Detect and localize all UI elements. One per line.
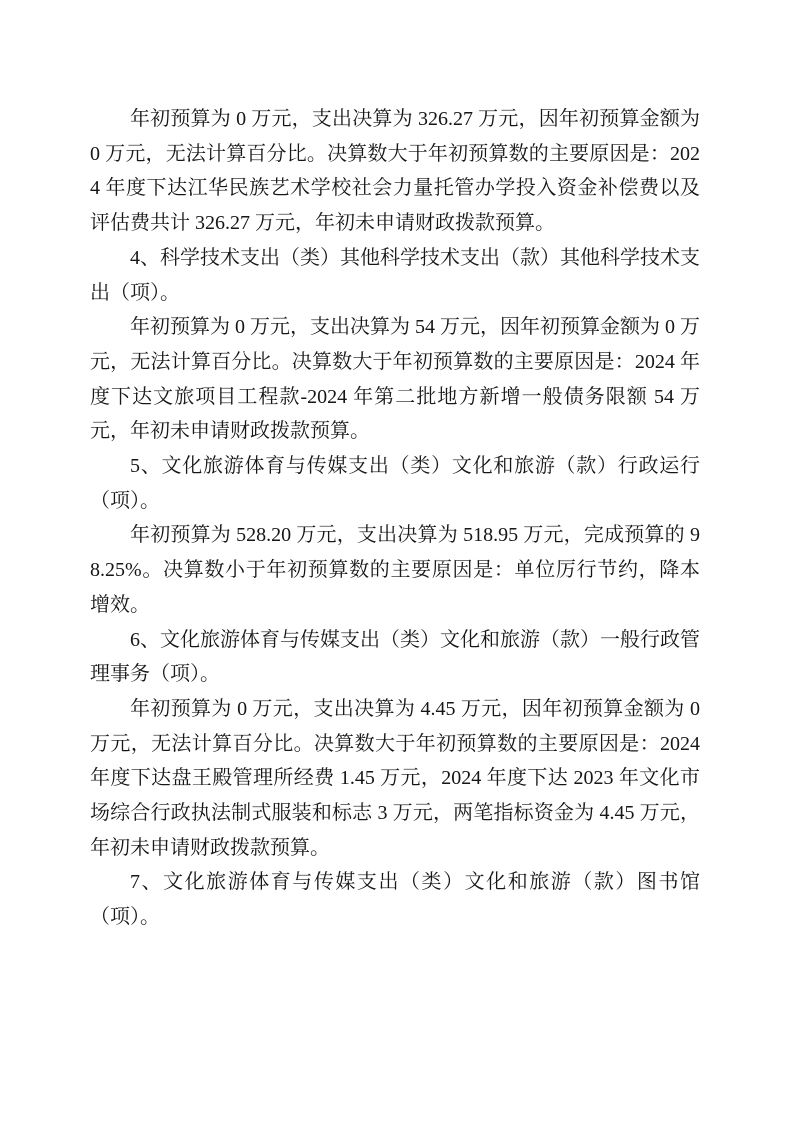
paragraph-item-5-heading: 5、文化旅游体育与传媒支出（类）文化和旅游（款）行政运行（项）。: [90, 455, 700, 512]
paragraph-item-4-heading: 4、科学技术支出（类）其他科学技术支出（款）其他科学技术支出（项）。: [90, 246, 700, 304]
paragraph-item-7-heading: 7、文化旅游体育与传媒支出（类）文化和旅游（款）图书馆（项）。: [90, 871, 700, 929]
paragraph-budget-explanation: 年初预算为 528.20 万元，支出决算为 518.95 万元，完成预算的 98.25%。决算数小于年初预算数的主要原因是：单位厉行节约，降本增效。: [90, 524, 700, 616]
paragraph-budget-explanation: 年初预算为 0 万元，支出决算为 4.45 万元，因年初预算金额为 0 万元，无法计算百分比。决算数大于年初预算数的主要原因是：2024 年度下达盘王殿管理所经费 1.45 万元，2024 年度下达 2023 年文化市场综合行政执法制式服装和标志 3 万元，两笔指标资金为 4.45 万元，年初未申请财政拨款预算。: [90, 697, 700, 859]
paragraph-item-6-heading: 6、文化旅游体育与传媒支出（类）文化和旅游（款）一般行政管理事务（项）。: [90, 628, 700, 686]
paragraph-budget-explanation: 年初预算为 0 万元，支出决算为 326.27 万元，因年初预算金额为 0 万元，无法计算百分比。决算数大于年初预算数的主要原因是：2024 年度下达江华民族艺术学校社会力量托管办学投入资金补偿费以及评估费共计 326.27 万元，年初未申请财政拨款预算。: [90, 108, 700, 235]
paragraph-budget-explanation: 年初预算为 0 万元，支出决算为 54 万元，因年初预算金额为 0 万元，无法计算百分比。决算数大于年初预算数的主要原因是：2024 年度下达文旅项目工程款-2024 年第二批地方新增一般债务限额 54 万元，年初未申请财政拨款预算。: [90, 316, 700, 443]
